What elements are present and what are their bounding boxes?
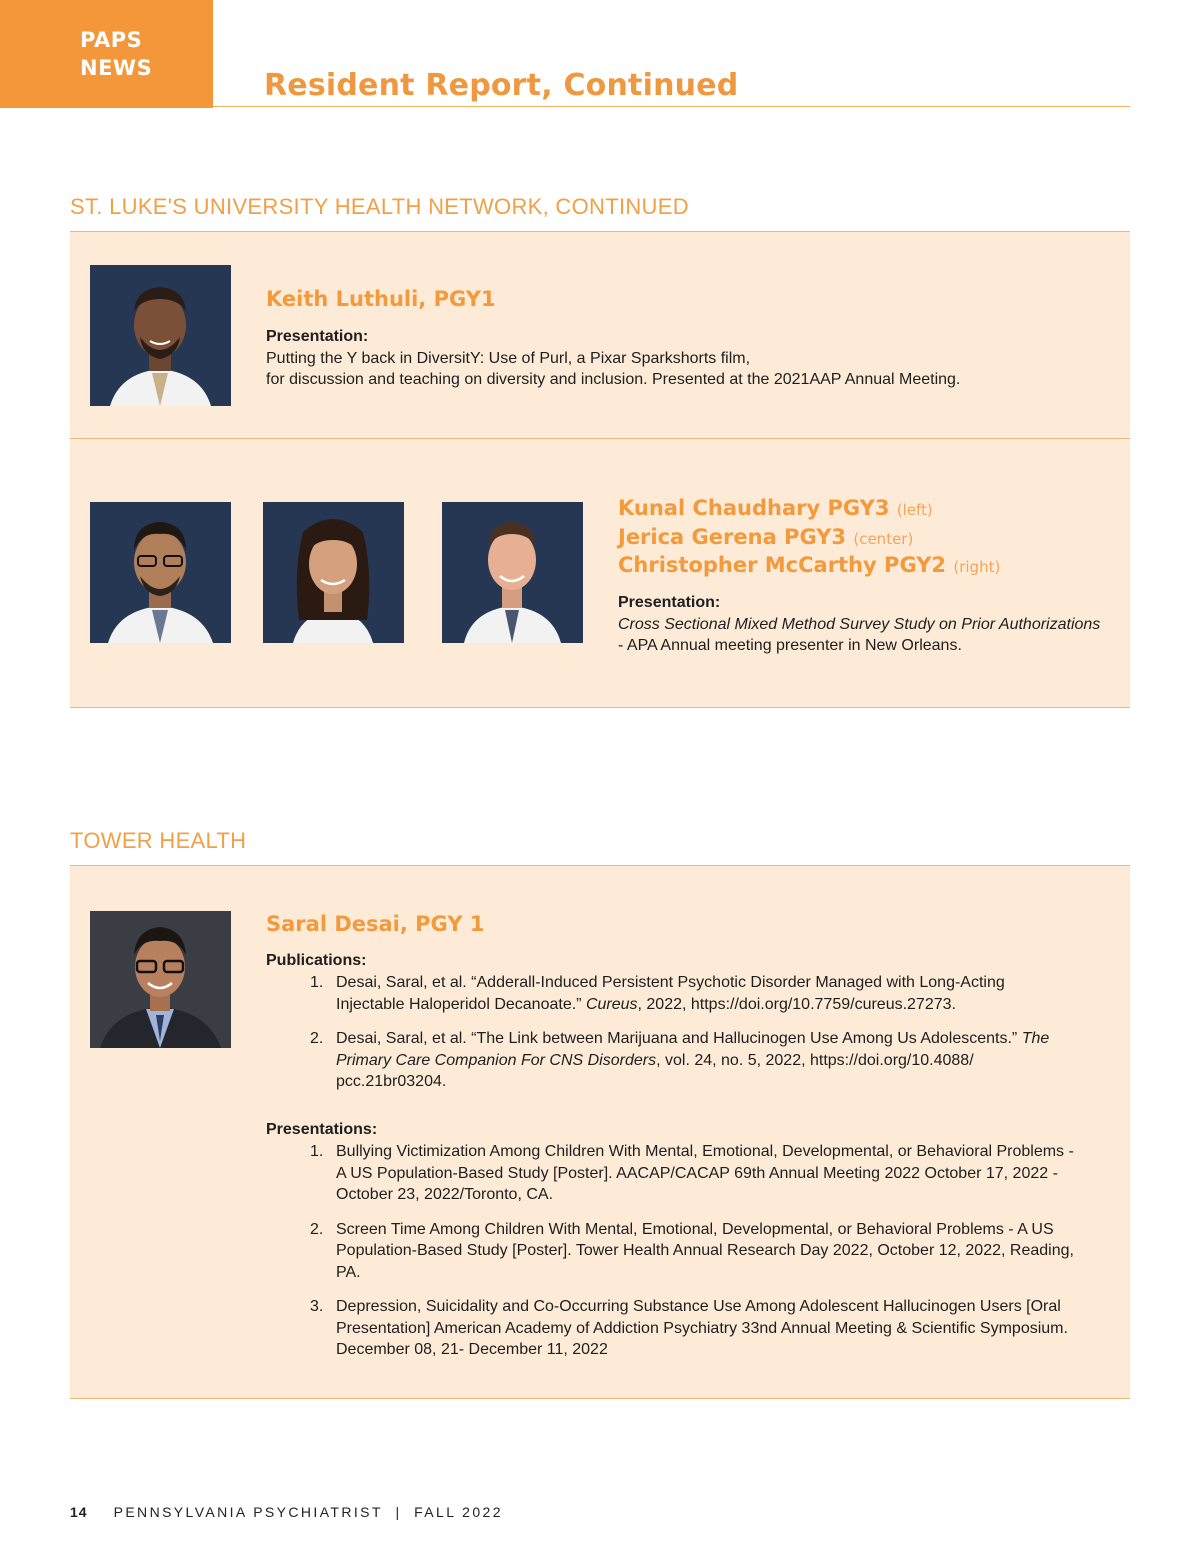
presentation-item: 2. Screen Time Among Children With Mental, Emotional, Developmental, or Behavioral Problems - A US Population-Based Study [Poster]. Tower Health Annual Research Day 2022, October 12, 2022, Reading, PA. [310,1220,1074,1281]
tab-line-1: PAPS [80,28,143,52]
page-number: 14 [70,1504,88,1520]
publications-list [266,972,1076,1106]
presentation-item: 3. Depression, Suicidality and Co-Occurring Substance Use Among Adolescent Hallucinogen Users [Oral Presentation] American Academy of Addiction Psychiatry 33nd Annual Meeting & Scientific Symposium. December 08, 21- December 11, 2022 [310,1298,1068,1358]
person-name-kunal: Kunal Chaudhary PGY3 (left) [618,496,933,520]
title-divider [213,106,1130,107]
presentations-list [266,1141,1076,1374]
person-name-christopher: Christopher McCarthy PGY2 (right) [618,553,1001,577]
footer-separator: | [395,1504,402,1520]
tab-line-2: NEWS [80,56,153,80]
publication-name: PENNSYLVANIA PSYCHIATRIST [113,1504,383,1520]
publication-item: 1. Desai, Saral, et al. “Adderall-Induced Persistent Psychotic Disorder Managed with Long-Acting Injectable Haloperidol Decanoate.” Cureus, 2022, https://doi.org/10.7759/cureus.27273. [310,974,1005,1013]
divider [70,438,1130,439]
presentation-label: Presentation: [266,328,369,345]
paps-news-tab [0,0,213,108]
person-name-jerica: Jerica Gerena PGY3 (center) [618,525,914,549]
presentations-label: Presentations: [266,1121,378,1138]
issue-label: FALL 2022 [414,1504,503,1520]
photo-saral-desai [90,911,231,1048]
section-heading-tower-health: TOWER HEALTH [70,828,247,853]
section-heading-st-lukes: ST. LUKE'S UNIVERSITY HEALTH NETWORK, CONTINUED [70,194,689,219]
presentation-title: Cross Sectional Mixed Method Survey Study on Prior Authorizations [618,616,1101,633]
presentation-label: Presentation: [618,594,721,611]
presentation-line-1: Putting the Y back in DiversitY: Use of Purl, a Pixar Sparkshorts film, [266,350,751,367]
publication-item: 2. Desai, Saral, et al. “The Link between Marijuana and Hallucinogen Use Among Us Adolescents.” The Primary Care Companion For CNS Disorders, vol. 24, no. 5, 2022, https://doi.org/10.4088/ pcc.21br03204. [310,1030,1050,1090]
presentation-venue: - APA Annual meeting presenter in New Orleans. [618,637,962,654]
page-title: Resident Report, Continued [264,68,739,103]
page-footer [70,1504,503,1520]
photo-keith-luthuli [90,265,231,406]
photo-jerica-gerena [263,502,404,643]
divider [70,1398,1130,1399]
photo-kunal-chaudhary [90,502,231,643]
presentation-line-2: for discussion and teaching on diversity and inclusion. Presented at the 2021AAP Annual Meeting. [266,371,961,388]
person-name: Keith Luthuli, PGY1 [266,287,496,311]
publications-label: Publications: [266,952,367,969]
photo-christopher-mccarthy [442,502,583,643]
person-name: Saral Desai, PGY 1 [266,912,485,936]
divider [70,707,1130,708]
presentation-item: 1. Bullying Victimization Among Children With Mental, Emotional, Developmental, or Behavioral Problems - A US Population-Based Study [Poster]. AACAP/CACAP 69th Annual Meeting 2022 October 17, 2022 - October 23, 2022/Toronto, CA. [310,1143,1074,1203]
